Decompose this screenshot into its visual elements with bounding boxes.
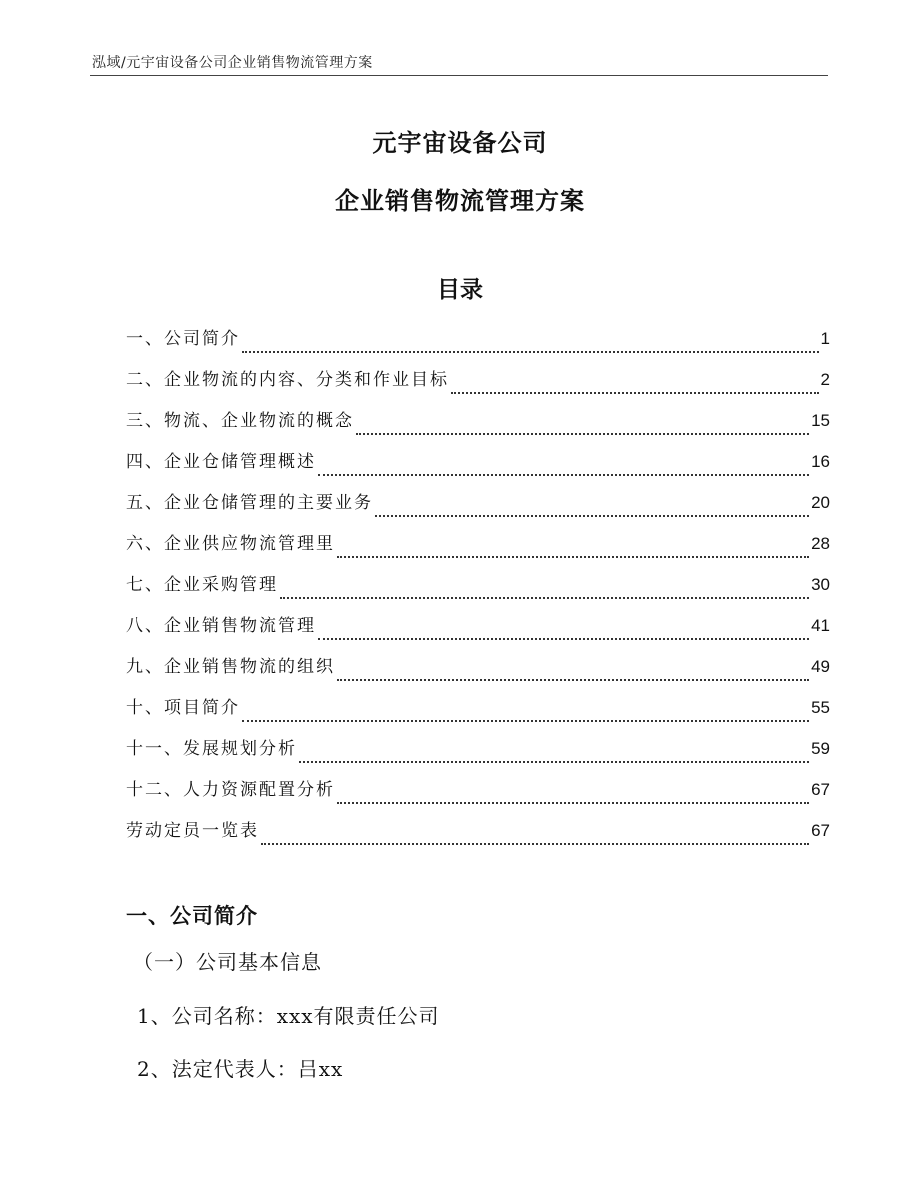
toc-entry[interactable]: [126, 365, 830, 406]
toc-entry-page: 1: [820, 329, 830, 348]
toc-entry-number: 六、: [126, 534, 164, 554]
toc-entry[interactable]: [126, 652, 830, 693]
toc-entry-title: 物流、企业物流的概念: [164, 411, 354, 431]
toc-entry-number: 三、: [126, 411, 164, 431]
running-header: 泓域/元宇宙设备公司企业销售物流管理方案: [92, 55, 373, 71]
toc-entry-title: 发展规划分析: [183, 739, 297, 759]
sub-heading: （一）公司基本信息: [133, 950, 322, 974]
toc-entry[interactable]: [126, 816, 830, 857]
toc-entry-number: 十一、: [126, 739, 183, 759]
toc-entry[interactable]: [126, 406, 830, 447]
toc-entry-page: 59: [811, 739, 830, 758]
toc-leader-dots: [261, 843, 809, 845]
toc-entry-number: 七、: [126, 575, 164, 595]
toc-entry-title: 企业销售物流管理: [164, 616, 316, 636]
company-name-line: 1、公司名称：xxx有限责任公司: [137, 1004, 440, 1028]
toc-leader-dots: [242, 351, 819, 353]
toc-entry-page: 67: [811, 780, 830, 799]
table-of-contents: [126, 324, 830, 857]
toc-entry[interactable]: [126, 693, 830, 734]
toc-leader-dots: [318, 638, 809, 640]
toc-entry[interactable]: [126, 734, 830, 775]
toc-entry-title: 人力资源配置分析: [183, 780, 335, 800]
toc-leader-dots: [356, 433, 809, 435]
toc-entry-number: 八、: [126, 616, 164, 636]
toc-entry-number: 一、: [126, 329, 164, 349]
toc-leader-dots: [375, 515, 809, 517]
document-title-plan: 企业销售物流管理方案: [335, 187, 585, 215]
toc-entry[interactable]: [126, 570, 830, 611]
toc-entry[interactable]: [126, 324, 830, 365]
toc-entry-title: 劳动定员一览表: [126, 821, 259, 841]
legal-representative-line: 2、法定代表人：吕xx: [137, 1057, 344, 1081]
toc-entry[interactable]: [126, 529, 830, 570]
toc-entry-page: 15: [811, 411, 830, 430]
toc-entry-title: 企业仓储管理的主要业务: [164, 493, 373, 513]
header-divider: [90, 75, 828, 76]
toc-entry-number: 四、: [126, 452, 164, 472]
toc-entry-title: 企业仓储管理概述: [164, 452, 316, 472]
document-title-company: 元宇宙设备公司: [372, 129, 548, 157]
toc-entry-title: 公司简介: [164, 329, 240, 349]
toc-entry[interactable]: [126, 611, 830, 652]
toc-leader-dots: [337, 802, 809, 804]
toc-entry-page: 28: [811, 534, 830, 553]
toc-leader-dots: [337, 556, 809, 558]
toc-entry-page: 20: [811, 493, 830, 512]
toc-entry-page: 30: [811, 575, 830, 594]
toc-entry-page: 55: [811, 698, 830, 717]
toc-entry-number: 十二、: [126, 780, 183, 800]
toc-entry-title: 企业物流的内容、分类和作业目标: [164, 370, 449, 390]
toc-entry-title: 企业销售物流的组织: [164, 657, 335, 677]
toc-entry-number: 五、: [126, 493, 164, 513]
toc-entry-title: 企业采购管理: [164, 575, 278, 595]
toc-entry[interactable]: [126, 488, 830, 529]
toc-entry-page: 41: [811, 616, 830, 635]
toc-entry-page: 2: [820, 370, 830, 389]
toc-leader-dots: [337, 679, 809, 681]
toc-entry-title: 企业供应物流管理里: [164, 534, 335, 554]
toc-leader-dots: [280, 597, 809, 599]
toc-leader-dots: [318, 474, 809, 476]
toc-entry-page: 49: [811, 657, 830, 676]
section-heading: 一、公司简介: [126, 904, 258, 928]
toc-leader-dots: [242, 720, 809, 722]
toc-entry-title: 项目简介: [164, 698, 240, 718]
toc-leader-dots: [451, 392, 819, 394]
toc-entry-page: 67: [811, 821, 830, 840]
toc-entry-number: 十、: [126, 698, 164, 718]
toc-heading: 目录: [437, 277, 483, 303]
toc-entry-page: 16: [811, 452, 830, 471]
toc-entry[interactable]: [126, 447, 830, 488]
toc-leader-dots: [299, 761, 809, 763]
toc-entry-number: 二、: [126, 370, 164, 390]
toc-entry[interactable]: [126, 775, 830, 816]
toc-entry-number: 九、: [126, 657, 164, 677]
